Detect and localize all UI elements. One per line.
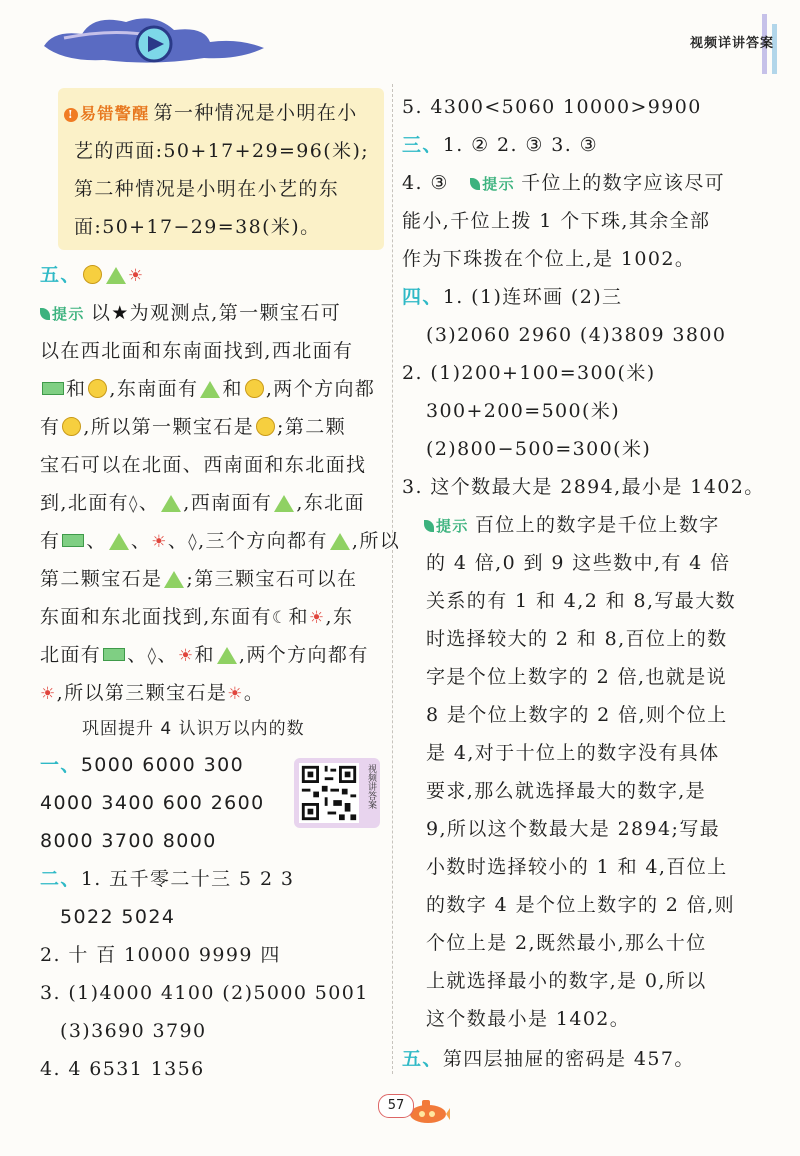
r-hint3-line-1: 提示 百位上的数字是千位上数字 <box>424 512 720 539</box>
hint-label: 提示 <box>470 171 515 197</box>
hint-line-10: 北面有 、◊、☀和 ,两个方向都有 <box>40 644 369 666</box>
hint-line-4: 有 ,所以第一颗宝石是 ;第二颗 <box>40 416 347 438</box>
hint-line-9: 东面和东北面找到,东面有☾和☀,东 <box>40 606 354 628</box>
triangle-gem-icon <box>274 495 294 512</box>
rectangle-gem-icon <box>62 534 84 547</box>
page-number: 57 <box>378 1094 414 1118</box>
header-title: 视频详讲答案 <box>689 36 774 51</box>
triangle-gem-icon <box>161 495 181 512</box>
triangle-gem-icon <box>200 381 220 398</box>
r-hint3-line-12: 个位上是 2,既然最小,那么十位 <box>426 932 707 954</box>
circle-gem-icon <box>245 379 264 398</box>
sun-gem-icon: ☀ <box>40 684 57 704</box>
r-s3: 三、1. ② 2. ③ 3. ③ <box>402 134 599 156</box>
r-hint3-line-7: 是 4,对于十位上的数字没有具体 <box>426 742 720 764</box>
sun-gem-icon: ☀ <box>227 684 244 704</box>
r-s4-line-4: 300+200=500(米) <box>426 400 621 422</box>
rectangle-gem-icon <box>42 382 64 395</box>
hint-line-8: 第二颗宝石是 ;第三颗宝石可以在 <box>40 568 358 590</box>
qr-code-icon <box>299 763 359 823</box>
video-cloud-icon <box>34 8 274 68</box>
qr-label: 视频讲答案 <box>366 764 376 809</box>
warning-icon: ! <box>64 108 78 122</box>
hint-label: 提示 <box>424 513 469 539</box>
r-s4-line-2: (3)2060 2960 (4)3809 3800 <box>426 324 727 346</box>
diamond-gem-icon: ◊ <box>188 532 199 552</box>
star-icon: ★ <box>111 302 130 324</box>
triangle-gem-icon <box>217 647 237 664</box>
triangle-gem-icon <box>330 533 350 550</box>
r-hint3-line-2: 的 4 倍,0 到 9 这些数中,有 4 倍 <box>426 552 731 574</box>
warning-line-2: 艺的西面:50+17+29=96(米); <box>74 140 370 162</box>
r-hint3-line-14: 这个数最小是 1402。 <box>426 1008 631 1030</box>
r-hint3-line-13: 上就选择最小的数字,是 0,所以 <box>426 970 707 992</box>
circle-gem-icon <box>88 379 107 398</box>
rectangle-gem-icon <box>103 648 125 661</box>
r-hint3-line-8: 要求,那么就选择最大的数字,是 <box>426 780 707 802</box>
s2-q1-line-2: 5022 5024 <box>60 906 176 928</box>
s2-q1-line-1: 二、1. 五千零二十三 5 2 3 <box>40 868 295 890</box>
hint-line-7: 有 、 、☀、◊,三个方向都有 ,所以 <box>40 530 401 552</box>
lesson-subheading: 巩固提升 4 认识万以内的数 <box>82 719 305 739</box>
r-s5: 五、第四层抽屉的密码是 457。 <box>402 1048 695 1070</box>
sun-gem-icon: ☀ <box>127 266 145 286</box>
s2-q2: 2. 十 百 10000 9999 四 <box>40 944 281 966</box>
r-s4-line-1: 四、1. (1)连环画 (2)三 <box>402 286 623 308</box>
hint-label: 提示 <box>40 301 85 327</box>
sec5-answer: 五、 ☀ <box>40 264 145 286</box>
diamond-gem-icon: ◊ <box>147 646 158 666</box>
leaf-icon <box>40 308 50 320</box>
hint-line-11: ☀,所以第三颗宝石是☀。 <box>40 682 265 704</box>
hint-line-2: 以在西北面和东南面找到,西北面有 <box>40 340 354 362</box>
r-s4-line-5: (2)800−500=300(米) <box>426 438 652 460</box>
warning-line-4: 面:50+17−29=38(米)。 <box>74 216 321 238</box>
hint-line-5: 宝石可以在北面、西南面和东北面找 <box>40 454 367 476</box>
warning-line-3: 第二种情况是小明在小艺的东 <box>74 178 340 200</box>
triangle-gem-icon <box>106 267 126 284</box>
hint-line-1: 提示 以★为观测点,第一颗宝石可 <box>40 300 341 327</box>
circle-gem-icon <box>83 265 102 284</box>
r-q4-line-1: 4. ③ 提示 千位上的数字应该尽可 <box>402 170 725 197</box>
s1-row-1: 一、5000 6000 300 <box>40 754 245 776</box>
qr-code-panel[interactable] <box>294 758 380 828</box>
moon-gem-icon: ☾ <box>271 608 289 628</box>
s2-q3-line-1: 3. (1)4000 4100 (2)5000 5001 <box>40 982 369 1004</box>
r-q5: 5. 4300<5060 10000>9900 <box>402 96 702 118</box>
r-q4-line-2: 能小,千位上拨 1 个下珠,其余全部 <box>402 210 711 232</box>
circle-gem-icon <box>256 417 275 436</box>
r-hint3-line-11: 的数字 4 是个位上数字的 2 倍,则 <box>426 894 735 916</box>
s1-row-3: 8000 3700 8000 <box>40 830 217 852</box>
warning-tag: 易错警醒 <box>80 104 150 123</box>
s1-row-2: 4000 3400 600 2600 <box>40 792 265 814</box>
r-hint3-line-10: 小数时选择较小的 1 和 4,百位上 <box>426 856 728 878</box>
s2-q3-line-2: (3)3690 3790 <box>60 1020 207 1042</box>
sun-gem-icon: ☀ <box>177 646 195 666</box>
triangle-gem-icon <box>164 571 184 588</box>
r-q4-line-3: 作为下珠拨在个位上,是 1002。 <box>402 248 696 270</box>
r-hint3-line-4: 时选择较大的 2 和 8,百位上的数 <box>426 628 728 650</box>
hint-line-6: 到,北面有◊、 ,西南面有 ,东北面 <box>40 492 365 514</box>
hint-line-3: 和 ,东南面有 和 ,两个方向都 <box>40 376 375 402</box>
r-s4-line-3: 2. (1)200+100=300(米) <box>402 362 656 384</box>
warning-line-1: ! 易错警醒 第一种情况是小明在小 <box>64 100 358 127</box>
leaf-icon <box>424 520 434 532</box>
r-hint3-line-3: 关系的有 1 和 4,2 和 8,写最大数 <box>426 590 737 612</box>
leaf-icon <box>470 178 480 190</box>
triangle-gem-icon <box>109 533 129 550</box>
sun-gem-icon: ☀ <box>308 608 326 628</box>
r-hint3-line-9: 9,所以这个数最大是 2894;写最 <box>426 818 721 840</box>
diamond-gem-icon: ◊ <box>129 494 139 514</box>
column-divider <box>392 84 393 1074</box>
sun-gem-icon: ☀ <box>151 532 168 552</box>
circle-gem-icon <box>62 417 81 436</box>
r-hint3-line-6: 8 是个位上数字的 2 倍,则个位上 <box>426 704 728 726</box>
r-hint3-line-5: 字是个位上数字的 2 倍,也就是说 <box>426 666 728 688</box>
r-s4-line-6: 3. 这个数最大是 2894,最小是 1402。 <box>402 476 765 498</box>
s2-q4: 4. 4 6531 1356 <box>40 1058 205 1080</box>
